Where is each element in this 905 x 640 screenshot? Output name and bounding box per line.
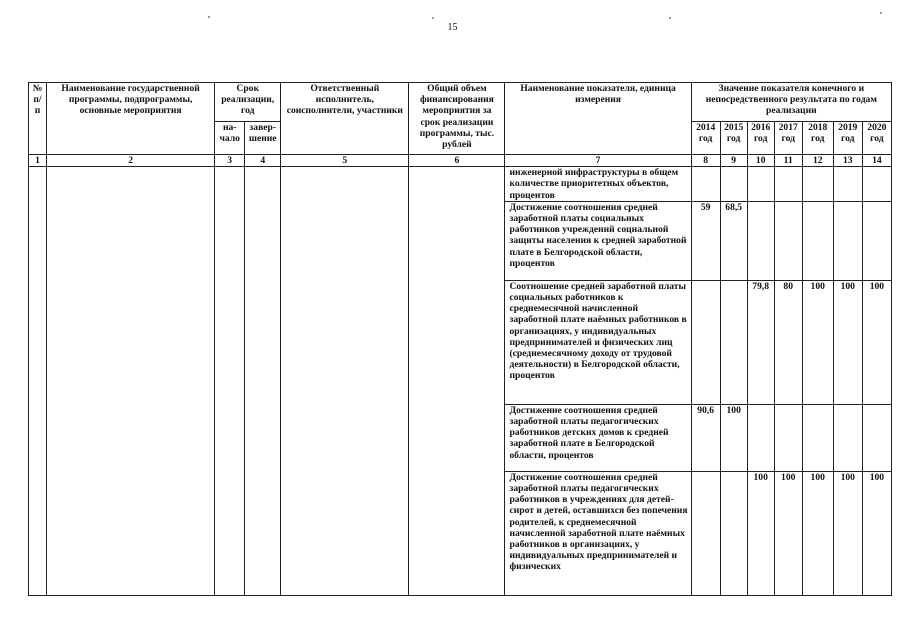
indicator-cell: Соотношение средней заработной платы социальных работников к среднемесячной начисленной заработной плате наёмных работников в организациях, у индивидуальных предпринимателей и физических лиц (среднемесячному доходу от трудовой деятельности) в Белгородской области, процентов [505,280,691,404]
column-number: 3 [215,155,245,167]
cell-term-start [215,167,245,596]
scan-speck [432,17,434,19]
column-number: 14 [862,155,891,167]
indicator-table [28,82,892,596]
value-cell [747,167,774,202]
indicator-cell: Достижение соотношения средней заработной платы педагогических работников детских домов к средней заработной плате в Белгородской области, процентов [505,404,691,471]
header-year: 2020 год [862,122,891,155]
value-cell: 100 [747,471,774,595]
value-cell [774,201,802,280]
value-cell: 100 [833,471,862,595]
value-cell: 90,6 [691,404,720,471]
value-cell [862,167,891,202]
value-cell: 100 [833,280,862,404]
header-responsible: Ответственный исполнитель, соисполнители, участники [281,83,409,155]
header-term-start: на-чало [215,122,245,155]
column-number: 7 [505,155,691,167]
value-cell [691,471,720,595]
column-number: 5 [281,155,409,167]
value-cell [720,167,747,202]
column-number: 4 [245,155,281,167]
value-cell: 100 [862,280,891,404]
scan-speck [880,12,882,14]
header-year: 2015 год [720,122,747,155]
column-number: 1 [29,155,47,167]
value-cell [862,404,891,471]
value-cell: 79,8 [747,280,774,404]
value-cell [747,404,774,471]
header-term-end: завер-шение [245,122,281,155]
cell-term-end [245,167,281,596]
header-year: 2018 год [802,122,833,155]
column-number: 8 [691,155,720,167]
value-cell [774,167,802,202]
scan-speck [669,17,671,19]
value-cell [774,404,802,471]
column-number: 13 [833,155,862,167]
indicator-cell: Достижение соотношения средней заработной платы педагогических работников в учреждениях для детей-сирот и детей, оставшихся без попечения родителей, к среднемесячной начисленной заработной плате наёмных работников в организациях, у индивидуальных предпринимателей и физических [505,471,691,595]
scan-speck [208,16,210,18]
value-cell: 100 [774,471,802,595]
header-year: 2017 год [774,122,802,155]
value-cell [802,404,833,471]
header-indicator: Наименование показателя, единица измерения [505,83,691,155]
header-year: 2019 год [833,122,862,155]
value-cell [691,280,720,404]
header-values: Значение показателя конечного и непосредственного результата по годам реализации [691,83,891,122]
header-program: Наименование государственной программы, подпрограммы, основные мероприятия [47,83,215,155]
value-cell [720,471,747,595]
value-cell: 59 [691,201,720,280]
indicator-cell: инженерной инфраструктуры в общем количестве приоритетных объектов, процентов [505,167,691,202]
value-cell [802,167,833,202]
column-number: 10 [747,155,774,167]
value-cell [833,167,862,202]
value-cell [833,404,862,471]
cell-responsible [281,167,409,596]
header-year: 2014 год [691,122,720,155]
table-row [29,167,892,202]
value-cell [720,280,747,404]
column-number: 9 [720,155,747,167]
cell-num [29,167,47,596]
column-number: 12 [802,155,833,167]
value-cell: 100 [720,404,747,471]
cell-funding [409,167,505,596]
value-cell [802,201,833,280]
header-year: 2016 год [747,122,774,155]
value-cell: 80 [774,280,802,404]
header-num: № п/п [29,83,47,155]
value-cell [691,167,720,202]
page-number: 15 [447,22,458,33]
header-funding: Общий объем финансирования мероприятия за срок реализации программы, тыс. рублей [409,83,505,155]
indicator-cell: Достижение соотношения средней заработной платы социальных работников учреждений социальной защиты населения к средней заработной плате в Белгородской области, процентов [505,201,691,280]
value-cell [747,201,774,280]
value-cell [862,201,891,280]
column-number: 11 [774,155,802,167]
value-cell [833,201,862,280]
value-cell: 100 [802,280,833,404]
header-term: Срок реализации, год [215,83,281,122]
value-cell: 100 [862,471,891,595]
column-number: 2 [47,155,215,167]
value-cell: 100 [802,471,833,595]
column-number: 6 [409,155,505,167]
value-cell: 68,5 [720,201,747,280]
cell-program [47,167,215,596]
